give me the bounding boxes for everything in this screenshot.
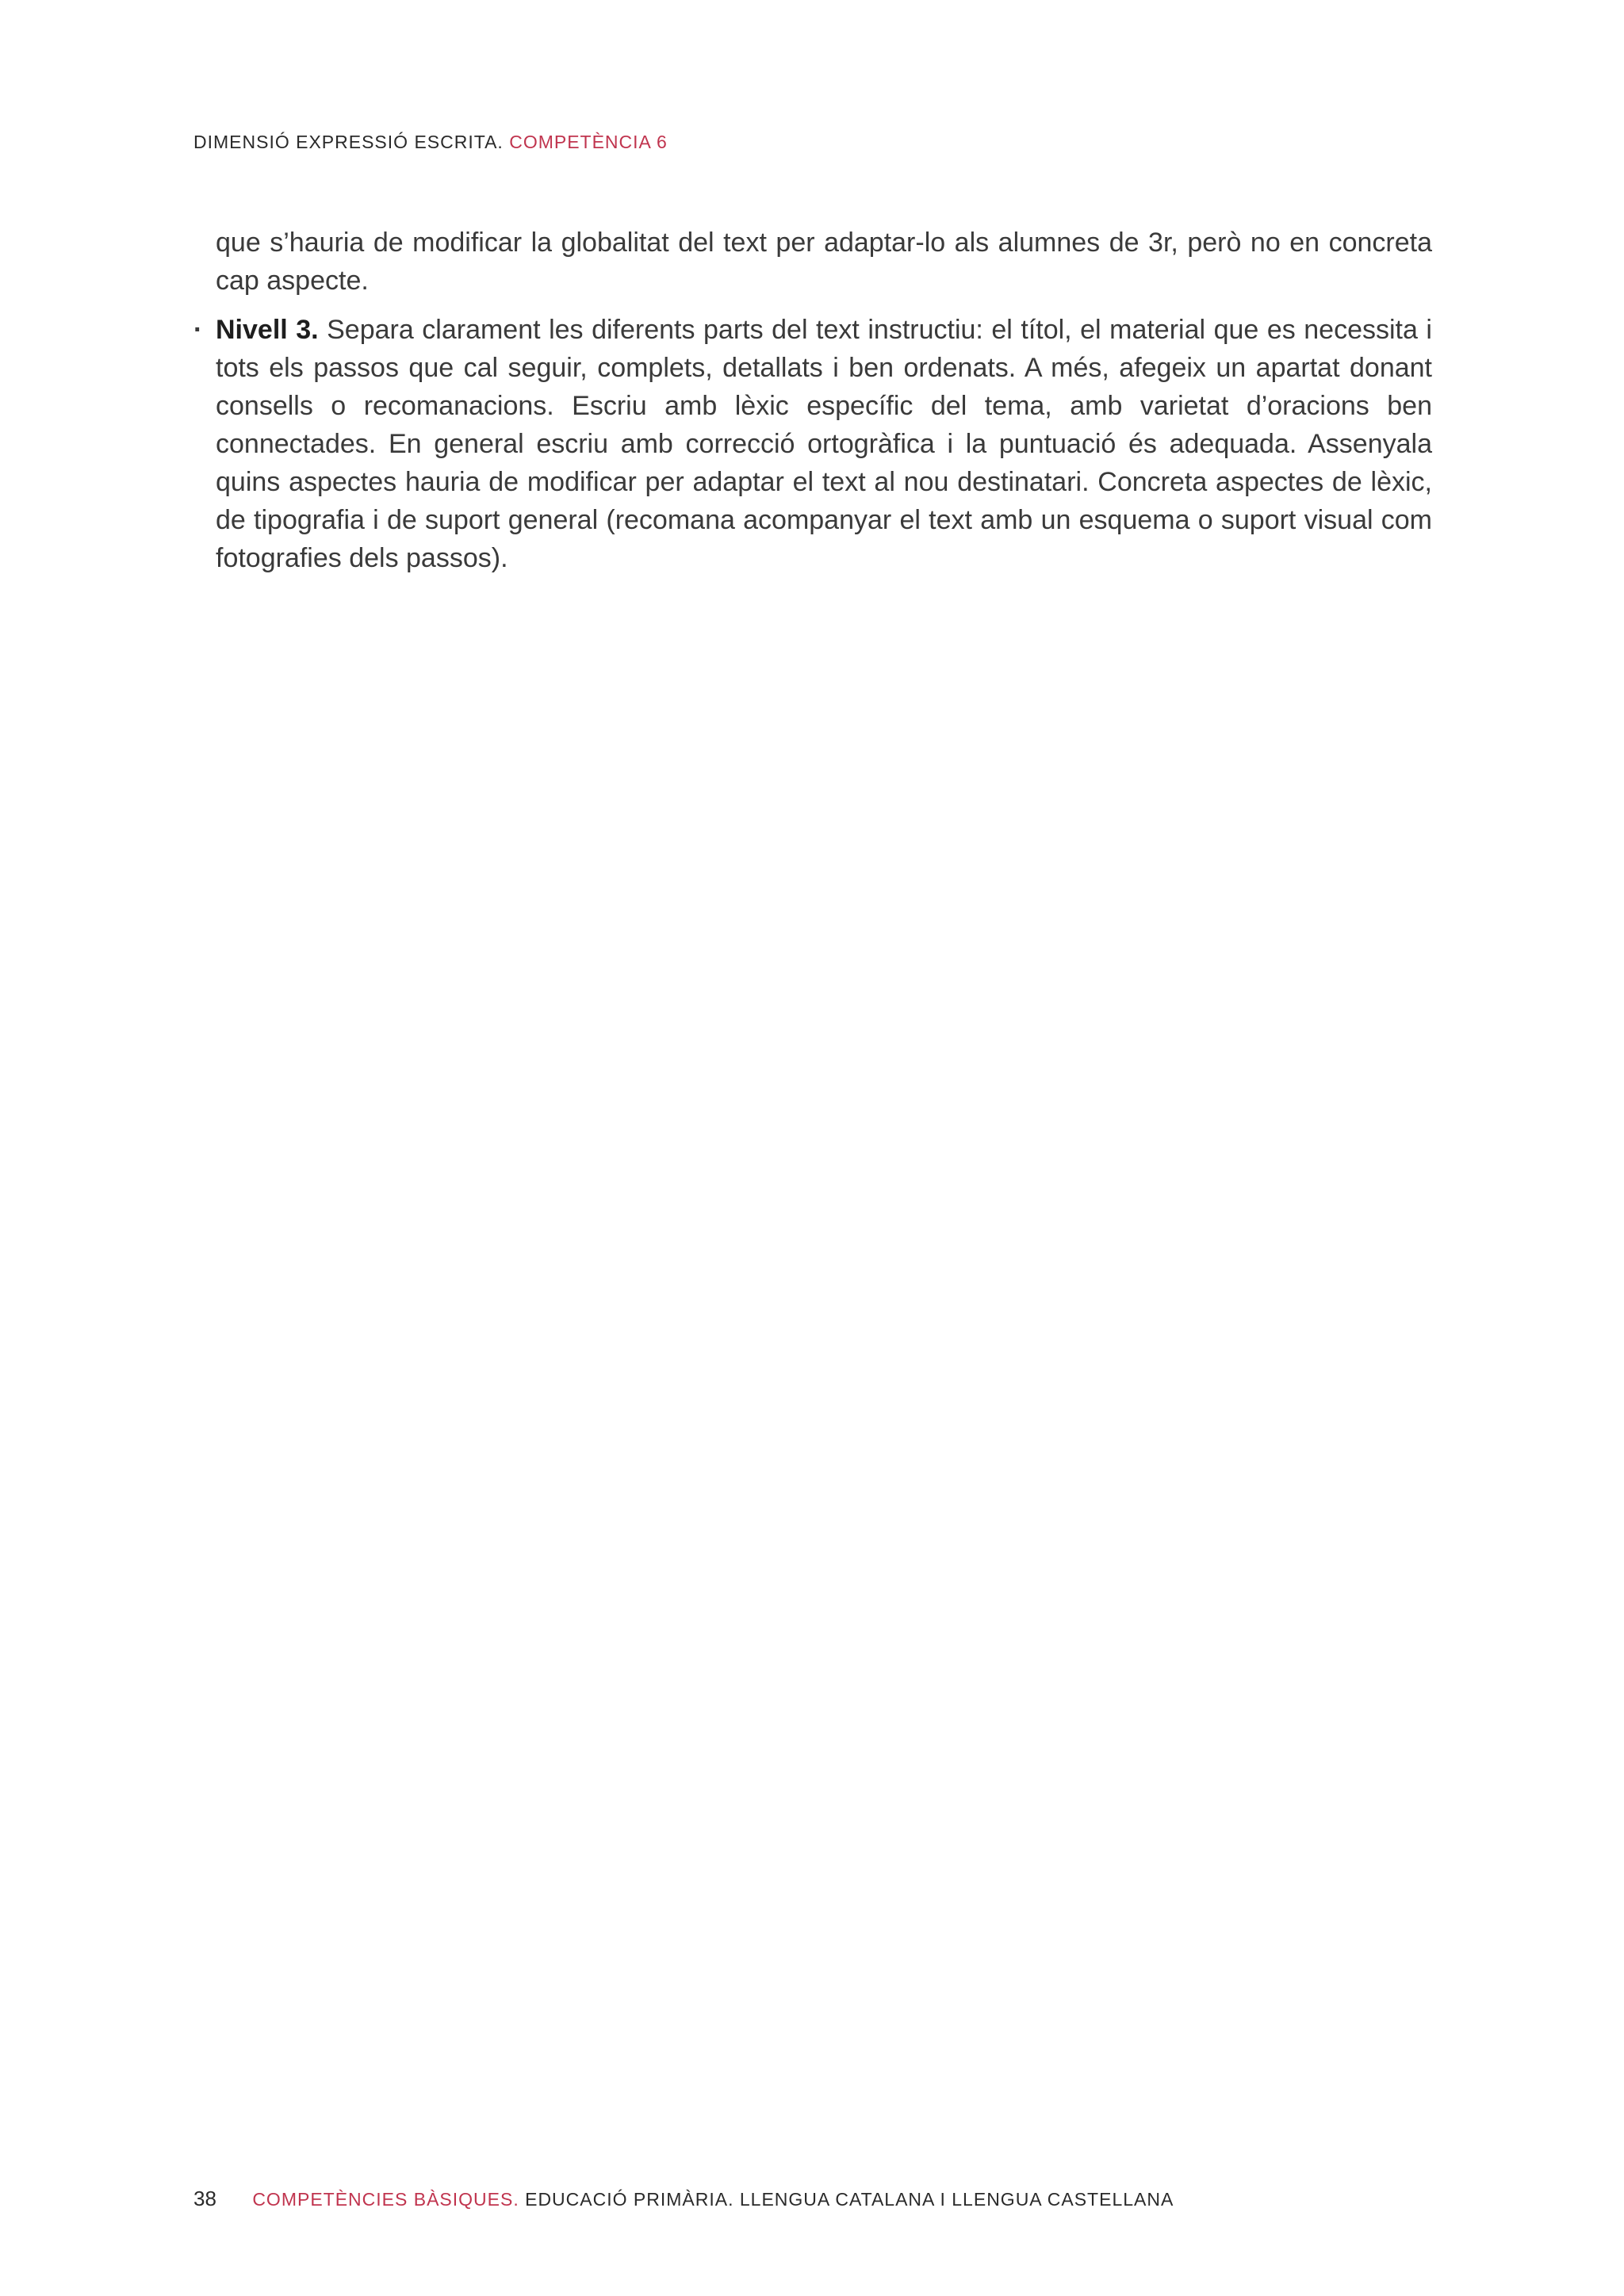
continuation-paragraph: que s’hauria de modificar la globalitat del text per adaptar-lo als alumnes de 3r, però no en concreta cap aspecte. xyxy=(216,228,1432,296)
running-header xyxy=(193,132,668,153)
list-item xyxy=(193,311,1432,577)
header-section: DIMENSIÓ EXPRESSIÓ ESCRITA. xyxy=(193,132,504,152)
main-content xyxy=(193,224,1432,577)
header-competence: COMPETÈNCIA 6 xyxy=(509,132,668,152)
level-description: Separa clarament les diferents parts del text instructiu: el títol, el material que es necessita i tots els passos que cal seguir, complets, detallats i ben ordenats. A més, afegeix un apartat donant consells o recomanacions. Escriu amb lèxic específic del tema, amb varietat d’oracions ben connectades. En general escriu amb correcció ortogràfica i la puntuació és adequada. Assenyala quins aspectes hauria de modificar per adaptar el text al nou destinatari. Concreta aspectes de lèxic, de tipografia i de suport general (recomana acompanyar el text amb un esquema o suport visual com fotografies dels passos). xyxy=(216,315,1432,573)
page-number: 38 xyxy=(193,2187,216,2210)
footer-title: EDUCACIÓ PRIMÀRIA. LLENGUA CATALANA I LLENGUA CASTELLANA xyxy=(525,2189,1174,2210)
level-label: Nivell 3. xyxy=(216,315,319,345)
running-footer xyxy=(193,2187,1174,2211)
footer-series: COMPETÈNCIES BÀSIQUES. xyxy=(252,2189,519,2210)
bullet-icon: · xyxy=(193,315,203,345)
